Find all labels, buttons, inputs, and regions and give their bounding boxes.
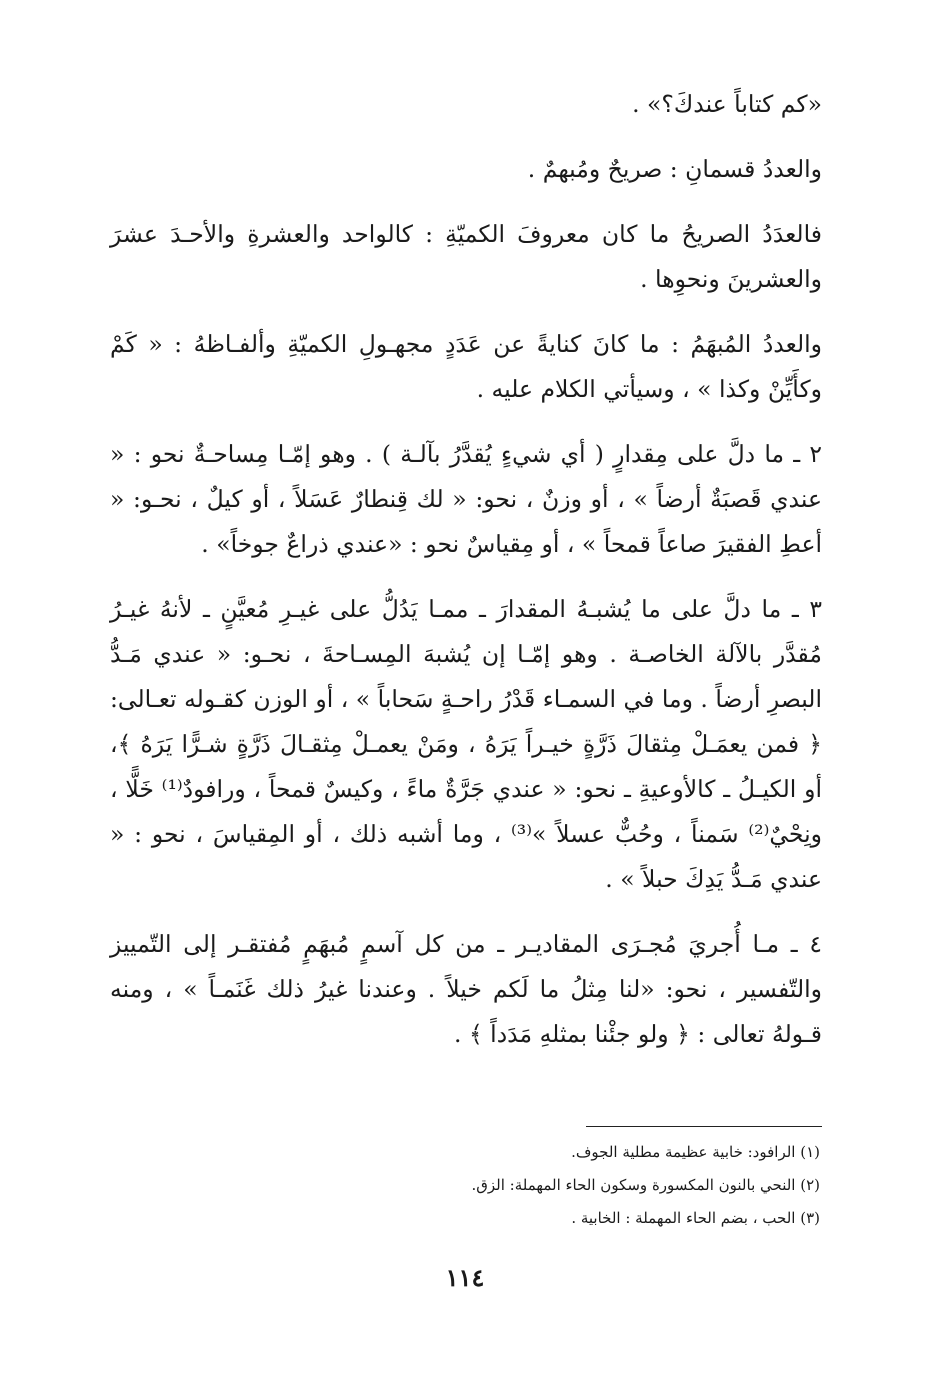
footnote-3: (٣) الحب ، بضم الحاء المهملة : الخابية . (571, 1209, 820, 1227)
paragraph-vague-number: والعددُ المُبهَمُ : ما كانَ كنايةً عن عَدَدٍ مجهـولِ الكميّةِ وألفـاظهُ : « كَمْ وكأَيِّنْ وكذا » ، وسيأتي الكلام عليه . (110, 330, 822, 403)
footnote-2: (٢) النحي بالنون المكسورة وسكون الحاء المهملة: الزق. (471, 1176, 820, 1194)
paragraph-point-2: ٢ ـ ما دلَّ على مِقدارٍ ( أي شيءٍ يُقدَّرُ بآلـة ) . وهو إمّـا مِساحـةٌ نحو : « عندي قَصبَةٌ أرضاً » ، أو وزنٌ ، نحو: « لك قِنطارٌ عَسَلاً ، أو كيلٌ ، نحـو: « أعطِ الفقيرَ صاعاً قمحاً » ، أو مِقياسٌ نحو : «عندي ذراعٌ جوخاً» . (110, 440, 822, 558)
body-text (110, 82, 822, 1075)
paragraph-number-types: والعددُ قسمانِ : صريحٌ ومُبهمٌ . (527, 155, 822, 183)
paragraph-point-3: ٣ ـ ما دلَّ على ما يُشبـهُ المقدارَ ـ ممـا يَدُلُّ على غيـرِ مُعيَّنٍ ـ لأنهُ غيـرُ مُقدَّر بالآلة الخاصـة . وهو إمّـا إن يُشبهَ المِسـاحةَ ، نحـو: « عندي مَـدُّ البصرِ أرضاً . وما في السمـاء قَدْرُ راحـةٍ سَحاباً » ، أو الوزن كقـوله تعـالى: ﴿ فمن يعمَـلْ مِثقالَ ذَرَّةٍ خيـراً يَرَهُ ، ومَنْ يعمـلْ مِثقـالَ ذَرَّةٍ شـرًّا يَرَهُ ﴾، أو الكيـلُ ـ كالأوعيةِ ـ نحو: « عندي جَرَّةٌ ماءً ، وكيسٌ قمحاً ، ورافودٌ⁽¹⁾ خَلًّا ، ونِحْيٌ⁽²⁾ سَمناً ، وحُبٌّ عسلاً »⁽³⁾ ، وما أشبه ذلك ، أو المِقياسَ ، نحو : « عندي مَـدُّ يَدِكَ حبلاً » . (110, 595, 822, 893)
paragraph-quote-line: «كم كتاباً عندكَ؟» . (632, 90, 822, 118)
footnote-1: (١) الرافود: خابية عظيمة مطلية الجوف. (571, 1143, 820, 1161)
paragraph-explicit-number: فالعدَدُ الصريحُ ما كان معروفَ الكميّةِ : كالواحد والعشرةِ والأحـدَ عشرَ والعشرينَ ونحوِها . (110, 220, 822, 293)
paragraph-point-4: ٤ ـ مـا أُجريَ مُجـرَى المقاديـر ـ من كل آسمٍ مُبهَمٍ مُفتقـر إلى التّمييز والتّفسير ، نحو: «لنا مِثلُ ما لَكم خيلاً . وعندنا غيرُ ذلك غَنَمـاً » ، ومنه قـولهُ تعالى : ﴿ ولو جئْنا بمثلهِ مَدَداً ﴾ . (110, 930, 822, 1048)
page-number: ١١٤ (445, 1263, 485, 1292)
footnote-divider (586, 1126, 822, 1127)
footnotes (108, 1136, 820, 1235)
